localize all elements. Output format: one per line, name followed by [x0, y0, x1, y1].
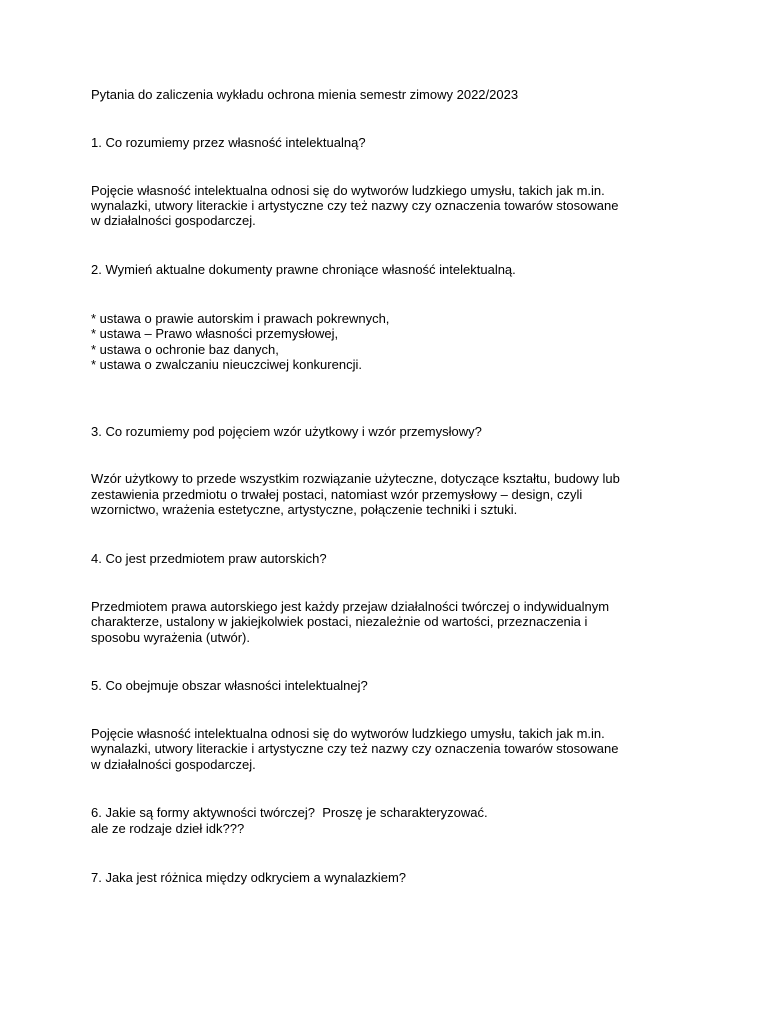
question-1: 1. Co rozumiemy przez własność intelektualną? [91, 135, 366, 150]
answer-3-line-2: zestawienia przedmiotu o trwałej postaci, natomiast wzór przemysłowy – design, czyli [91, 487, 583, 502]
answer-1-line-1: Pojęcie własność intelektualna odnosi się do wytworów ludzkiego umysłu, takich jak m.in. [91, 183, 605, 198]
question-2: 2. Wymień aktualne dokumenty prawne chroniące własność intelektualną. [91, 262, 516, 277]
document-title: Pytania do zaliczenia wykładu ochrona mienia semestr zimowy 2022/2023 [91, 87, 519, 102]
question-6: 6. Jakie są formy aktywności twórczej? Proszę je scharakteryzować. [91, 805, 488, 820]
answer-2-item-4: * ustawa o zwalczaniu nieuczciwej konkurencji. [91, 357, 362, 372]
question-6-note: ale ze rodzaje dzieł idk??? [91, 821, 245, 836]
answer-5-line-2: wynalazki, utwory literackie i artystyczne czy też nazwy czy oznaczenia towarów stosowane [91, 741, 619, 756]
answer-2-item-2: * ustawa – Prawo własności przemysłowej, [91, 326, 339, 341]
answer-4-line-2: charakterze, ustalony w jakiejkolwiek postaci, niezależnie od wartości, przeznaczenia i [91, 614, 588, 629]
question-5: 5. Co obejmuje obszar własności intelektualnej? [91, 678, 368, 693]
answer-1-line-2: wynalazki, utwory literackie i artystyczne czy też nazwy czy oznaczenia towarów stosowane [91, 198, 619, 213]
answer-1-line-3: w działalności gospodarczej. [91, 213, 256, 228]
answer-3-line-3: wzornictwo, wrażenia estetyczne, artystyczne, połączenie techniki i sztuki. [91, 502, 518, 517]
answer-5-line-1: Pojęcie własność intelektualna odnosi się do wytworów ludzkiego umysłu, takich jak m.in. [91, 726, 605, 741]
question-3: 3. Co rozumiemy pod pojęciem wzór użytkowy i wzór przemysłowy? [91, 424, 482, 439]
answer-2-item-1: * ustawa o prawie autorskim i prawach pokrewnych, [91, 311, 390, 326]
question-7: 7. Jaka jest różnica między odkryciem a wynalazkiem? [91, 870, 407, 885]
answer-4-line-1: Przedmiotem prawa autorskiego jest każdy przejaw działalności twórczej o indywidualnym [91, 599, 610, 614]
answer-4-line-3: sposobu wyrażenia (utwór). [91, 630, 250, 645]
answer-5-line-3: w działalności gospodarczej. [91, 757, 256, 772]
answer-3-line-1: Wzór użytkowy to przede wszystkim rozwiązanie użyteczne, dotyczące kształtu, budowy lub [91, 471, 620, 486]
answer-2-item-3: * ustawa o ochronie baz danych, [91, 342, 279, 357]
question-4: 4. Co jest przedmiotem praw autorskich? [91, 551, 327, 566]
